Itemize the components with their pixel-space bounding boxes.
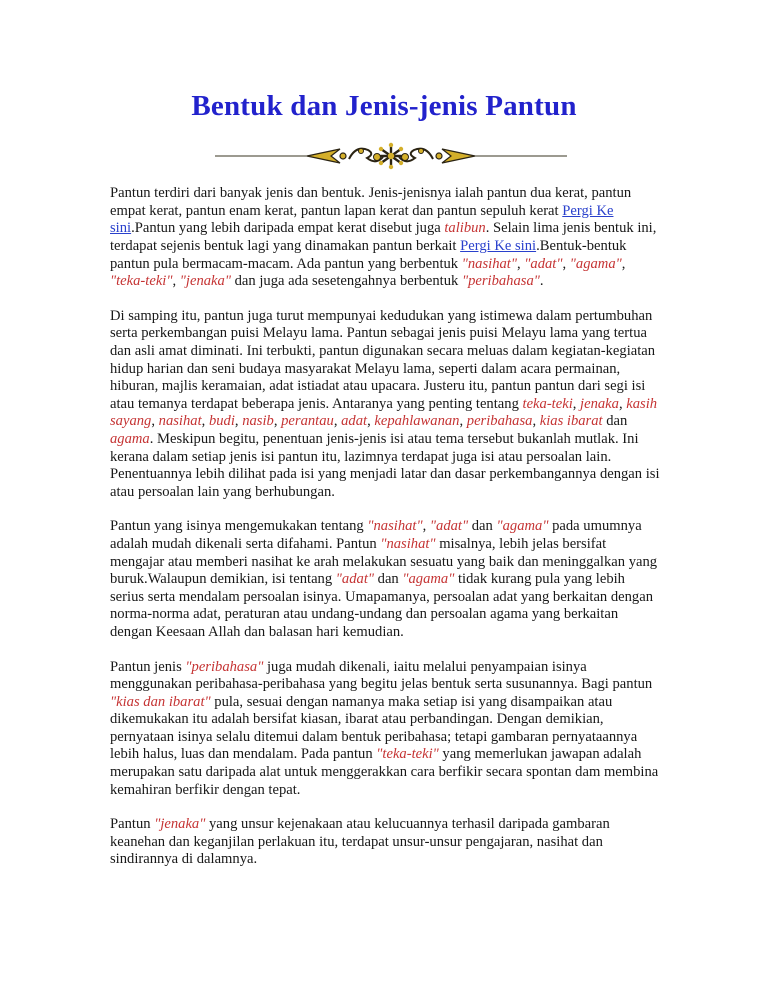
body-text: dan bbox=[374, 571, 403, 588]
highlighted-term: "agama" bbox=[569, 255, 622, 272]
body-text: , bbox=[562, 255, 570, 272]
body-text: juga mudah dikenali, iaitu melalui penyampaian isinya menggunakan peribahasa-peribahasa yang begitu jelas bentuk serta susunannya. Bagi pantun bbox=[110, 658, 653, 693]
body-text: . bbox=[539, 273, 544, 290]
highlighted-term: adat bbox=[341, 413, 368, 430]
body-text: Di samping itu, pantun juga turut mempunyai kedudukan yang istimewa dalam pertumbuhan serta perkembangan puisi Melayu lama. Pantun sebagai jenis puisi Melayu lama yang tertua dan asli amat diminati. Ini terbukti, pantun digunakan secara meluas dalam kegiatan-kegiatan hidup harian dan seni budaya masyarakat Melayu lama, seperti dalam acara permainan, hiburan, majlis keramaian, adat istiadat atau upacara. Justeru itu, pantun pantun dari segi isi atau temanya terdapat beberapa jenis. Antaranya yang penting tentang bbox=[110, 307, 656, 412]
body-text: , bbox=[234, 413, 243, 430]
highlighted-term: "jenaka" bbox=[179, 273, 231, 290]
link-pergi-ke-sini[interactable]: Pergi Ke sini bbox=[110, 202, 614, 237]
body-text: , bbox=[422, 518, 430, 535]
document-body bbox=[110, 185, 662, 869]
body-text: , bbox=[172, 273, 180, 290]
highlighted-term: "teka-teki" bbox=[376, 746, 439, 763]
highlighted-term: "jenaka" bbox=[154, 816, 206, 833]
highlighted-term: "agama" bbox=[402, 571, 455, 588]
body-text: , bbox=[367, 413, 375, 430]
highlighted-term: "kias dan ibarat" bbox=[110, 693, 211, 710]
highlighted-term: teka-teki bbox=[522, 395, 573, 412]
paragraph-5 bbox=[110, 816, 662, 869]
highlighted-term: "nasihat" bbox=[367, 518, 423, 535]
paragraph-2 bbox=[110, 308, 662, 502]
paragraph-3 bbox=[110, 518, 662, 641]
highlighted-term: nasib bbox=[242, 413, 274, 430]
highlighted-term: talibun bbox=[444, 220, 486, 237]
body-text: yang memerlukan jawapan adalah merupakan satu daripada alat untuk menggerakkan cara berfikir secara spontan dam membina kemahiran berfikir dengan tepat. bbox=[110, 746, 659, 798]
body-text: Pantun yang isinya mengemukakan tentang bbox=[110, 518, 368, 535]
body-text: , bbox=[459, 413, 467, 430]
highlighted-term: kepahlawanan bbox=[374, 413, 460, 430]
body-text: Pantun jenis bbox=[110, 658, 186, 675]
highlighted-term: kias ibarat bbox=[539, 413, 603, 430]
ornament-divider bbox=[213, 140, 569, 172]
flourish-divider-graphic bbox=[213, 140, 569, 172]
highlighted-term: "teka-teki" bbox=[110, 273, 173, 290]
body-text: , bbox=[516, 255, 525, 272]
body-text: , bbox=[273, 413, 282, 430]
highlighted-term: "adat" bbox=[429, 518, 469, 535]
highlighted-term: budi bbox=[208, 413, 235, 430]
body-text: Pantun terdiri dari banyak jenis dan bentuk. Jenis-jenisnya ialah pantun dua kerat, pantun empat kerat, pantun enam kerat, pantun lapan kerat dan pantun sepuluh kerat bbox=[110, 185, 632, 219]
body-text: dan bbox=[602, 413, 628, 430]
body-text: , bbox=[532, 413, 540, 430]
body-text: , bbox=[621, 255, 626, 272]
highlighted-term: peribahasa bbox=[466, 413, 533, 430]
body-text: Pantun bbox=[110, 816, 155, 833]
highlighted-term: jenaka bbox=[580, 395, 619, 412]
body-text: pula, sesuai dengan namanya maka setiap isi yang disampaikan atau dikemukakan itu adalah bersifat kiasan, ibarat atau perbandingan. Dengan demikian, pernyataan isinya selalu ditemui dalam bentuk peribahasa; tetapi gambaran pernyataannya lebih halus, luas dan mendalam. Pada pantun bbox=[110, 693, 638, 763]
highlighted-term: "agama" bbox=[496, 518, 549, 535]
body-text: . Meskipun begitu, penentuan jenis-jenis isi atau tema tersebut bukanlah mutlak. Ini kerana dalam setiap jenis isi pantun itu, lazimnya terdapat juga isi atau persoalan lain. Penentuannya lebih dilihat pada isi yang menjadi latar dan dasar perkembangannya dengan isi atau persoalan lain yang berhubungan. bbox=[110, 430, 660, 500]
body-text: , bbox=[201, 413, 209, 430]
highlighted-term: "peribahasa" bbox=[461, 273, 540, 290]
highlighted-term: nasihat bbox=[158, 413, 202, 430]
body-text: misalnya, lebih jelas bersifat mengajar atau memberi nasihat ke arah melakukan sesuatu yang baik dan meninggalkan yang buruk.Walaupun demikian, isi tentang bbox=[110, 535, 658, 588]
highlighted-term: kasih sayang bbox=[110, 395, 658, 430]
body-text: , bbox=[333, 413, 342, 430]
paragraph-4 bbox=[110, 659, 662, 800]
link-pergi-ke-sini[interactable]: Pergi Ke sini bbox=[460, 238, 537, 255]
page-title: Bentuk dan Jenis-jenis Pantun bbox=[191, 90, 577, 122]
body-text: yang unsur kejenakaan atau kelucuannya terhasil daripada gambaran keanehan dan keganjilan perlakuan itu, terdapat unsur-unsur pengajaran, nasihat dan sindirannya di dalamnya. bbox=[110, 816, 610, 868]
body-text: . Selain lima jenis bentuk ini, terdapat sejenis bentuk lagi yang dinamakan pantun berkait bbox=[110, 220, 657, 255]
body-text: tidak kurang pula yang lebih serius serta mendalam persoalan isinya. Umapamanya, persoalan adat yang berkaitan dengan norma-norma adat, peraturan atau undang-undang dan persoalan agama yang berkaitan dengan Keesaan Allah dan balasan hari kemudian. bbox=[110, 571, 654, 640]
body-text: , bbox=[618, 395, 627, 412]
highlighted-term: perantau bbox=[281, 413, 334, 430]
paragraph-1 bbox=[110, 185, 662, 291]
body-text: dan juga ada sesetengahnya berbentuk bbox=[230, 273, 462, 290]
body-text: pada umumnya adalah mudah dikenali serta difahami. Pantun bbox=[110, 518, 642, 552]
highlighted-term: agama bbox=[110, 430, 150, 447]
body-text: dan bbox=[468, 518, 497, 535]
highlighted-term: "adat" bbox=[335, 571, 374, 588]
body-text: .Pantun yang lebih daripada empat kerat disebut juga bbox=[131, 220, 445, 237]
highlighted-term: "nasihat" bbox=[461, 255, 517, 272]
highlighted-term: "adat" bbox=[524, 255, 563, 272]
body-text: .Bentuk-bentuk pantun pula bermacam-macam. Ada pantun yang berbentuk bbox=[110, 238, 627, 272]
highlighted-term: "nasihat" bbox=[380, 535, 436, 552]
highlighted-term: "peribahasa" bbox=[185, 658, 264, 675]
body-text: , bbox=[572, 395, 581, 412]
body-text: , bbox=[151, 413, 159, 430]
